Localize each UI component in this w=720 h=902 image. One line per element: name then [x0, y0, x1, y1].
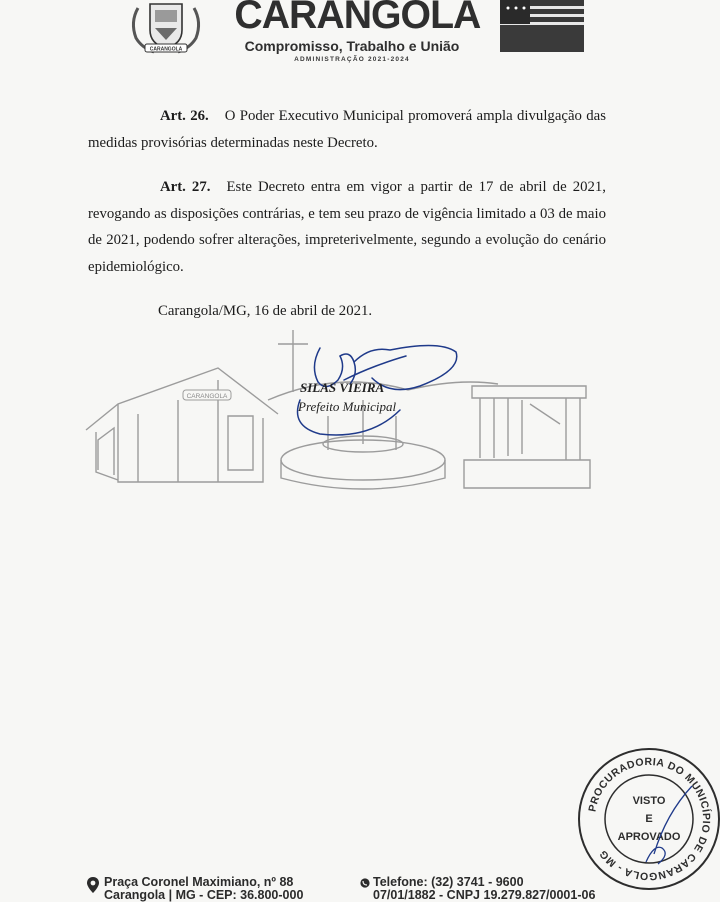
illustration-sign: CARANGOLA — [186, 393, 228, 400]
signatory-role: Prefeito Municipal — [298, 399, 397, 414]
phone-icon — [360, 878, 370, 888]
brand-title: CARANGOLA — [234, 0, 481, 37]
brand-motto: Compromisso, Trabalho e União — [244, 38, 460, 54]
article-27-number: Art. 27. — [160, 179, 211, 195]
article-26-text: O Poder Executivo Municipal promoverá ampla divulgação das medidas provisórias determinadas neste Decreto. — [88, 108, 606, 151]
coat-label: CARANGOLA — [149, 46, 183, 53]
footer-cnpj: 07/01/1882 - CNPJ 19.279.827/0001-06 — [373, 888, 596, 902]
article-26-number: Art. 26. — [160, 108, 209, 124]
approval-stamp — [574, 744, 720, 894]
location-pin-icon — [86, 876, 100, 894]
stamp-ring-text: PROCURADORIA DO MUNICÍPIO DE CARANGOLA - MG — [586, 755, 713, 883]
article-27-text: Este Decreto entra em vigor a partir de 17 de abril de 2021, revogando as disposições contrárias, e tem seu prazo de vigência limitado a 03 de maio de 2021, podendo sofrer alterações, impreterivelmente, segundo a evolução do cenário epidemiológico. — [88, 179, 606, 275]
footer-phone: Telefone: (32) 3741 - 9600 — [373, 875, 524, 889]
dateline: Carangola/MG, 16 de abril de 2021. — [158, 303, 373, 319]
letterhead-brand — [232, 0, 481, 63]
flag-icon — [500, 0, 584, 52]
footer-address-line2: Carangola | MG - CEP: 36.800-000 — [104, 888, 304, 902]
footer-address-line1: Praça Coronel Maximiano, nº 88 — [104, 875, 294, 889]
article-27 — [88, 174, 606, 280]
stamp-line-e: E — [645, 813, 653, 825]
stamp-line-aprovado: APROVADO — [617, 831, 681, 843]
stamp-line-visto: VISTO — [632, 795, 666, 807]
signatory-name: SILAS VIEIRA — [300, 380, 385, 395]
letterhead-footer — [0, 874, 720, 900]
coat-of-arms-icon — [128, 0, 204, 56]
article-26 — [88, 103, 606, 156]
brand-administration: ADMINISTRAÇÃO 2021-2024 — [294, 56, 410, 63]
